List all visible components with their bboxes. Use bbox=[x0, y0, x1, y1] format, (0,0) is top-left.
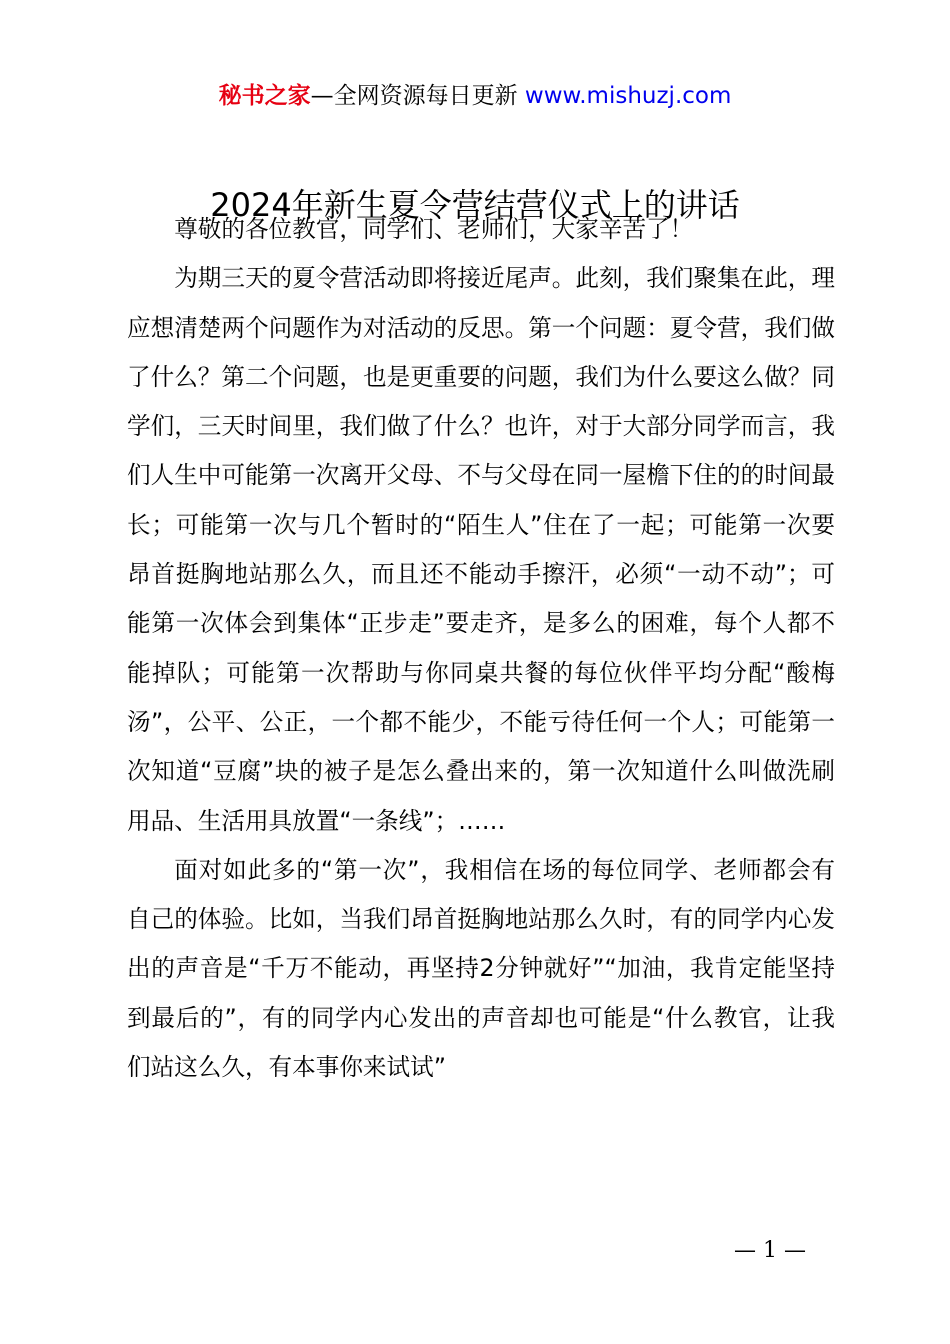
site-header bbox=[0, 80, 950, 112]
document-title: 2024年新生夏令营结营仪式上的讲话 bbox=[210, 186, 740, 224]
site-url-link[interactable]: www.mishuzj.com bbox=[524, 83, 732, 109]
page-number: — 1 — bbox=[734, 1238, 806, 1263]
site-tagline: —全网资源每日更新 bbox=[310, 83, 518, 109]
paragraph-greeting: 尊敬的各位教官，同学们、老师们，大家辛苦了！ bbox=[174, 215, 694, 243]
site-brand: 秘书之家 bbox=[218, 83, 311, 109]
document-body bbox=[127, 205, 835, 1092]
paragraph-reflection: 为期三天的夏令营活动即将接近尾声。此刻，我们聚集在此，理应想清楚两个问题作为对活动的反思。第一个问题：夏令营，我们做了什么？第二个问题，也是更重要的问题，我们为什么要这么做？同学们，三天时间里，我们做了什么？也许，对于大部分同学而言，我们人生中可能第一次离开父母、不与父母在同一屋檐下住的的时间最长；可能第一次与几个暂时的“陌生人”住在了一起；可能第一次要昂首挺胸地站那么久，而且还不能动手擦汗，必须“一动不动”；可能第一次体会到集体“正步走”要走齐，是多么的困难，每个人都不能掉队；可能第一次帮助与你同桌共餐的每位伙伴平均分配“酸梅汤”，公平、公正，一个都不能少，不能亏待任何一个人；可能第一次知道“豆腐”块的被子是怎么叠出来的，第一次知道什么叫做洗刷用品、生活用具放置“一条线”；…… bbox=[127, 264, 835, 835]
paragraph-experience: 面对如此多的“第一次”，我相信在场的每位同学、老师都会有自己的体验。比如，当我们昂首挺胸地站那么久时，有的同学内心发出的声音是“千万不能动，再坚持2分钟就好”“加油，我肯定能坚持到最后的”，有的同学内心发出的声音却也可能是“什么教官，让我们站这么久，有本事你来试试” bbox=[127, 855, 835, 1082]
